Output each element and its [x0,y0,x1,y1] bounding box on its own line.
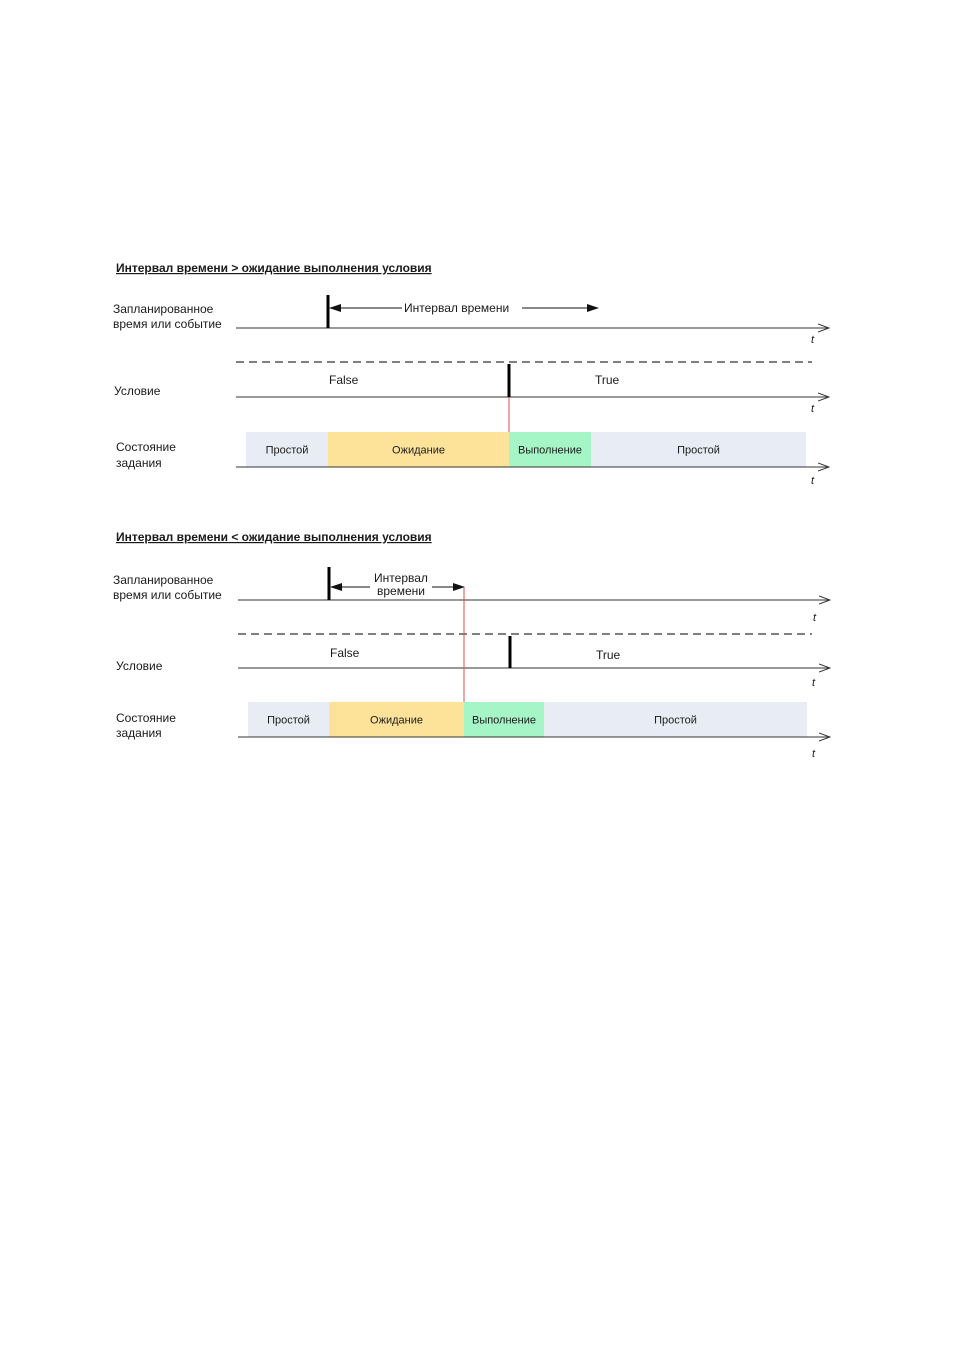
interval-label: времени [377,584,425,598]
axis-t-label: t [812,748,816,760]
segment-label: Простой [654,714,697,727]
task-state-label: Состояние [116,711,176,725]
segment-label: Простой [267,714,310,727]
axis-t-label: t [813,612,817,624]
diagram-title: Интервал времени > ожидание выполнения условия [116,261,432,275]
segment-label: Выполнение [471,714,537,727]
false-label: False [330,646,360,660]
scheduled-label: время или событие [113,588,222,602]
axis-t-label: t [811,475,815,487]
scheduled-label: Запланированное [113,573,214,587]
segment-label: Ожидание [392,444,445,457]
task-state-label: задания [116,726,162,740]
segment-label: Простой [265,444,309,457]
segment-label: Ожидание [370,714,423,727]
axis-t-label: t [811,403,815,415]
false-label: False [329,373,359,387]
axis-t-label: t [811,334,815,346]
task-state-label: задания [116,456,162,470]
interval-label: Интервал [374,571,428,585]
condition-label: Условие [114,384,161,398]
scheduled-label: время или событие [113,317,222,331]
diagram-2 [113,530,830,760]
true-label: True [595,373,620,387]
diagram-1 [113,261,829,487]
segment-label: Выполнение [517,444,583,457]
true-label: True [596,648,621,662]
interval-label: Интервал времени [404,301,510,315]
segment-label: Простой [677,444,720,457]
scheduled-label: Запланированное [113,302,214,316]
condition-label: Условие [116,659,163,673]
axis-t-label: t [812,677,816,689]
diagram-title: Интервал времени < ожидание выполнения условия [116,530,432,544]
task-state-segments [248,702,807,737]
task-state-segments [246,432,806,467]
task-state-label: Состояние [116,440,176,454]
